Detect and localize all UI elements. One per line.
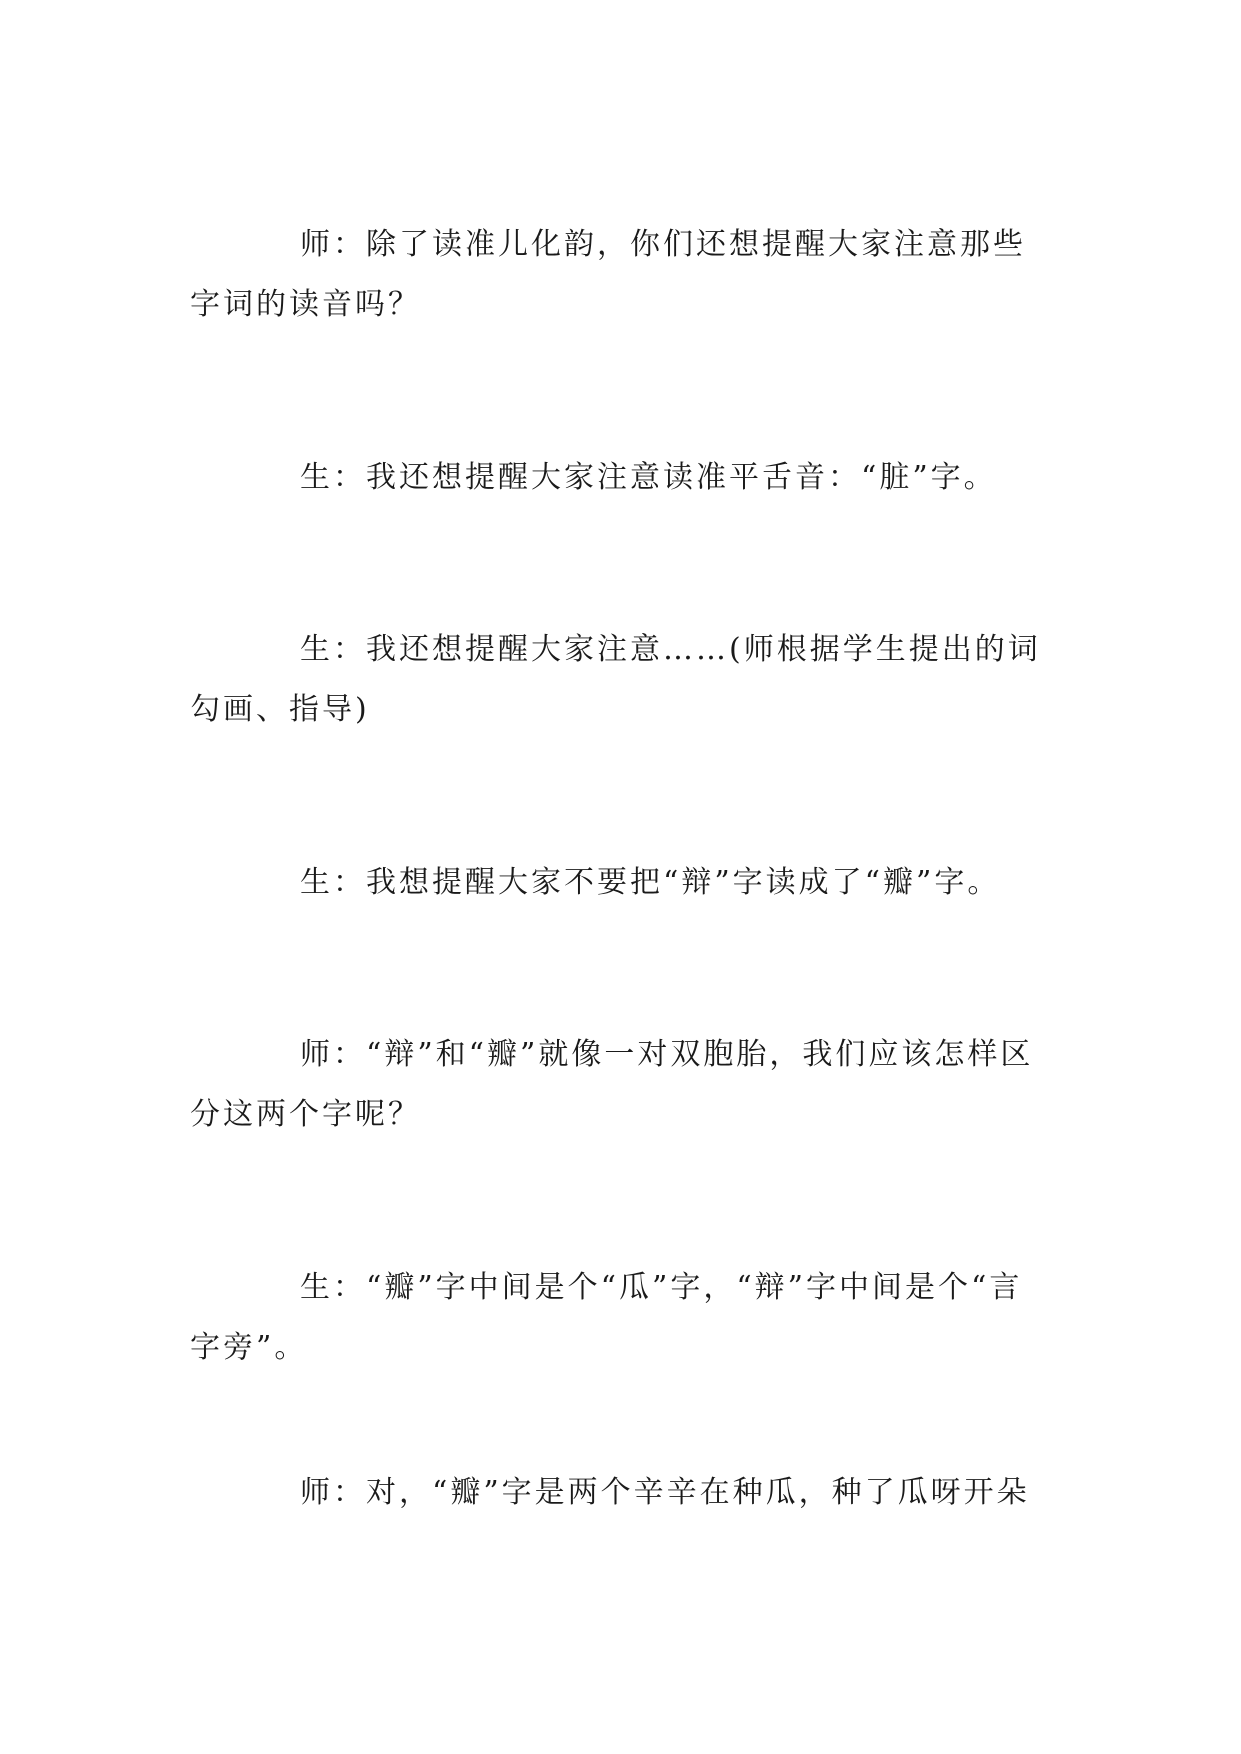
paragraph-teacher-question: 师：除了读准儿化韵，你们还想提醒大家注意那些字词的读音吗？: [190, 227, 1026, 322]
paragraph-teacher-twins: 师：“辩”和“瓣”就像一对双胞胎，我们应该怎样区分这两个字呢？: [190, 1037, 1034, 1132]
paragraph-student-difference: 生：“瓣”字中间是个“瓜”字，“辩”字中间是个“言字旁”。: [190, 1270, 1023, 1365]
paragraph-teacher-melon: 师：对，“瓣”字是两个辛辛在种瓜，种了瓜呀开朵: [300, 1475, 1030, 1510]
paragraph-student-bian: 生：我想提醒大家不要把“辩”字读成了“瓣”字。: [300, 865, 1001, 900]
paragraph-student-reminder: 生：我还想提醒大家注意……(师根据学生提出的词勾画、指导): [190, 632, 1041, 727]
paragraph-student-flat-tongue: 生：我还想提醒大家注意读准平舌音：“脏”字。: [300, 460, 997, 495]
